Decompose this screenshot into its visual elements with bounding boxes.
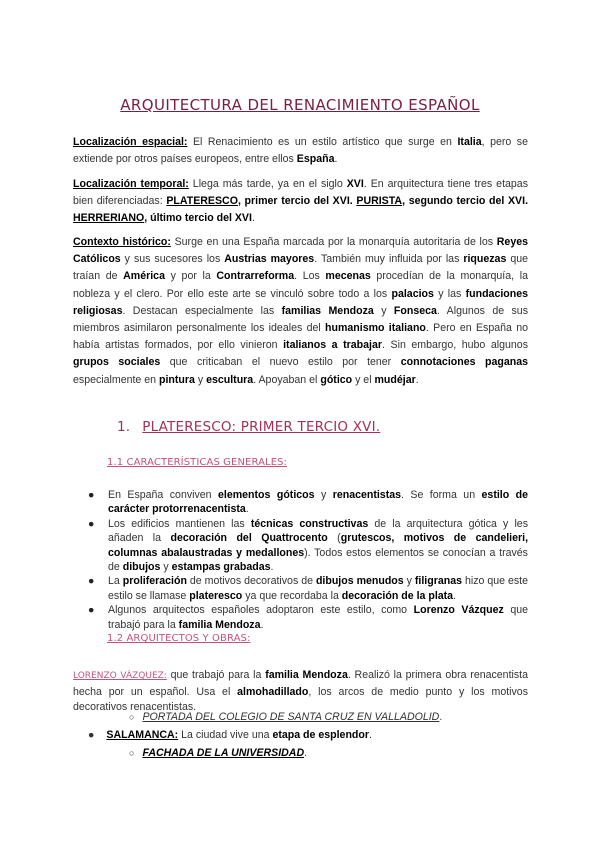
bold-span: humanismo italiano — [325, 322, 426, 335]
lorenzo-vazquez-paragraph — [73, 668, 528, 716]
etapa-herreriano: HERRERIANO — [73, 212, 145, 225]
text-span: y sus sucesores los — [120, 253, 225, 266]
bullet-icon: ● — [88, 517, 95, 530]
text-span: . Realizó la primera obra renacentista hecha por un español. Usa el — [73, 669, 529, 698]
bold-span: XVI — [346, 178, 364, 190]
text-span: y las — [433, 287, 466, 300]
bold-span: riquezas — [463, 253, 507, 266]
text-span: y — [160, 561, 172, 574]
text-span: . — [369, 729, 372, 741]
bold-span: etapa de esplendor — [272, 729, 369, 741]
bold-span: plateresco — [189, 589, 243, 602]
text-span: . — [251, 212, 255, 225]
contexto-historico-paragraph — [73, 234, 528, 389]
bold-span: técnicas constructivas — [250, 517, 369, 530]
text-span: Los edificios mantienen las — [108, 517, 251, 530]
bullet-icon: ● — [88, 729, 95, 741]
bold-span: Lorenzo Vázquez — [413, 604, 504, 617]
circle-bullet-icon: ○ — [129, 712, 135, 722]
localizacion-temporal-paragraph — [73, 176, 528, 228]
bold-span: palacios — [391, 287, 434, 300]
localizacion-espacial-label: Localización espacial: — [73, 136, 188, 148]
text-span: que criticaban el nuevo estilo por tener — [160, 356, 401, 369]
section-1-1-heading: 1.1 CARACTERÍSTICAS GENERALES: — [107, 457, 288, 468]
bold-span: gótico — [320, 373, 353, 386]
circle-bullet-icon: ○ — [129, 748, 135, 758]
bold-span: dibujos — [122, 561, 161, 574]
text-span: ). Todos estos elementos se conocían a través de — [108, 546, 528, 574]
lorenzo-vazquez-name: LORENZO VÁZQUEZ: — [73, 671, 167, 681]
bold-span: escultura — [206, 373, 254, 386]
bold-span: proliferación — [122, 575, 187, 588]
text-span: hizo que este estilo se llamase — [108, 575, 529, 602]
bold-span: Reyes Católicos — [73, 236, 528, 266]
bold-span: , segundo tercio del XVI. — [402, 195, 529, 208]
contexto-historico-label: Contexto histórico: — [73, 236, 171, 248]
text-span: de motivos decorativos de — [186, 575, 316, 588]
salamanca-item — [88, 729, 372, 741]
bold-span: , último tercio del XVI — [144, 212, 252, 225]
bold-span: familias Mendoza — [281, 304, 374, 317]
bold-span: Fonseca — [393, 304, 437, 317]
text-span: . En arquitectura tiene tres etapas bien diferenciadas: — [73, 178, 528, 208]
text-span: . Apoyaban el — [253, 373, 321, 386]
bold-span: mecenas — [325, 270, 371, 283]
text-span: . — [334, 153, 338, 166]
bold-span: familia Mendoza — [178, 618, 261, 631]
localizacion-temporal-label: Localización temporal: — [73, 178, 189, 190]
text-span: que traían de — [73, 253, 529, 283]
text-span: , pero se extiende por otros países europeos, entre ellos — [73, 136, 528, 166]
bold-span: mudéjar — [374, 373, 416, 386]
etapa-plateresco: PLATERESCO — [166, 195, 238, 208]
bold-span: estampas grabadas — [171, 561, 271, 574]
text-span: . También muy influida por las — [314, 253, 464, 266]
bold-span: connotaciones paganas — [400, 356, 528, 369]
text-span: La — [108, 575, 123, 588]
bold-span: dibujos menudos — [315, 575, 404, 588]
bold-span: filigranas — [414, 575, 462, 588]
bold-span: pintura — [158, 373, 195, 386]
bold-span: decoración de la plata — [341, 589, 454, 602]
text-span: que trabajó para la — [166, 669, 266, 681]
bold-span: elementos góticos — [218, 489, 315, 501]
text-span: y el — [352, 373, 375, 386]
bold-span: Contrarreforma — [216, 270, 295, 283]
bullet-icon: ● — [88, 604, 95, 617]
section-1-heading — [117, 419, 380, 435]
text-span: y — [194, 373, 207, 386]
text-span: ( — [327, 532, 341, 545]
text-span: . Se forma un — [401, 489, 482, 501]
etapa-purista: PURISTA — [356, 195, 403, 208]
text-span: que trabajó para la — [108, 604, 528, 631]
text-span: y — [314, 489, 333, 501]
salamanca-label: SALAMANCA: — [106, 729, 179, 741]
section-1-2-heading: 1.2 ARQUITECTOS Y OBRAS: — [107, 633, 251, 644]
bold-span: familia Mendoza — [265, 669, 348, 681]
text-span: . — [270, 561, 274, 574]
text-span: . Sin embargo, hubo algunos — [382, 339, 528, 352]
text-span: . Los — [294, 270, 326, 283]
text-span: . — [439, 711, 443, 723]
bold-span: renacentistas — [332, 489, 402, 501]
bold-span: estilo de carácter protorrenacentista — [108, 489, 528, 516]
caracteristicas-list — [88, 488, 528, 632]
obra-fachada-universidad: FACHADA DE LA UNIVERSIDAD — [142, 747, 305, 759]
bold-span: Italia — [457, 136, 482, 148]
list-item — [88, 517, 528, 575]
list-item — [88, 574, 528, 603]
text-span: . — [245, 503, 249, 516]
text-span: y — [373, 304, 394, 317]
bold-span: italianos a trabajar — [283, 339, 382, 352]
text-span: Surge en una España marcada por la monarquía autoritaria de los — [174, 236, 497, 248]
obra-portada-colegio-item — [129, 711, 442, 723]
text-span: , los arcos de medio punto y los motivos decorativos renacentistas. — [73, 685, 528, 713]
obra-fachada-universidad-item — [129, 747, 307, 759]
section-1-title: PLATERESCO: PRIMER TERCIO XVI. — [142, 419, 381, 435]
text-span: Llega más tarde, ya en el siglo — [188, 178, 347, 190]
page-title: ARQUITECTURA DEL RENACIMIENTO ESPAÑOL — [120, 96, 480, 114]
bold-span: decoración del Quattrocento — [170, 532, 328, 545]
bold-span: América — [123, 270, 165, 283]
localizacion-espacial-paragraph — [73, 134, 528, 168]
text-span: . — [415, 373, 419, 386]
text-span: . Algunos de sus miembros asimilaron personalmente los ideales del — [73, 304, 529, 335]
text-span: . Pero en España no había artistas formados, por ello vinieron — [73, 322, 528, 352]
text-span: . — [453, 589, 457, 602]
text-span: y — [403, 575, 415, 588]
text-span: . — [304, 747, 308, 759]
list-item — [88, 488, 528, 517]
bold-span: , primer tercio del XVI. — [237, 195, 357, 208]
bold-span: grupos sociales — [73, 356, 161, 369]
text-span: En España conviven — [108, 489, 219, 501]
text-span: y por la — [164, 270, 217, 283]
obra-portada-colegio: PORTADA DEL COLEGIO DE SANTA CRUZ EN VALLADOLID — [142, 711, 440, 723]
text-span: procedían de la monarquía, la nobleza y el clero. Por ello este arte se vinculó sobre todo a los — [73, 270, 528, 300]
bullet-icon: ● — [88, 575, 95, 588]
text-span: . — [260, 618, 264, 631]
text-span: ya que recordaba la — [242, 589, 342, 602]
text-span: Algunos arquitectos españoles adoptaron este estilo, como — [108, 604, 414, 617]
bullet-icon: ● — [88, 489, 95, 501]
bold-span: Austrias mayores — [224, 253, 315, 266]
bold-span: fundaciones religiosas — [73, 287, 529, 317]
text-span: La ciudad vive una — [178, 729, 273, 741]
text-span: especialmente en — [73, 373, 159, 386]
text-span: El Renacimiento es un estilo artístico que surge en — [187, 136, 458, 148]
text-span: de la arquitectura gótica y les añaden la — [108, 517, 528, 545]
bold-span: España — [296, 153, 335, 166]
bold-span: grutescos, motivos de candelieri, columnas abalaustradas y medallones — [108, 532, 529, 559]
section-1-number: 1. — [117, 419, 131, 435]
list-item — [88, 603, 528, 632]
text-span: . Destacan especialmente las — [122, 304, 282, 317]
bold-span: almohadillado — [237, 685, 309, 698]
